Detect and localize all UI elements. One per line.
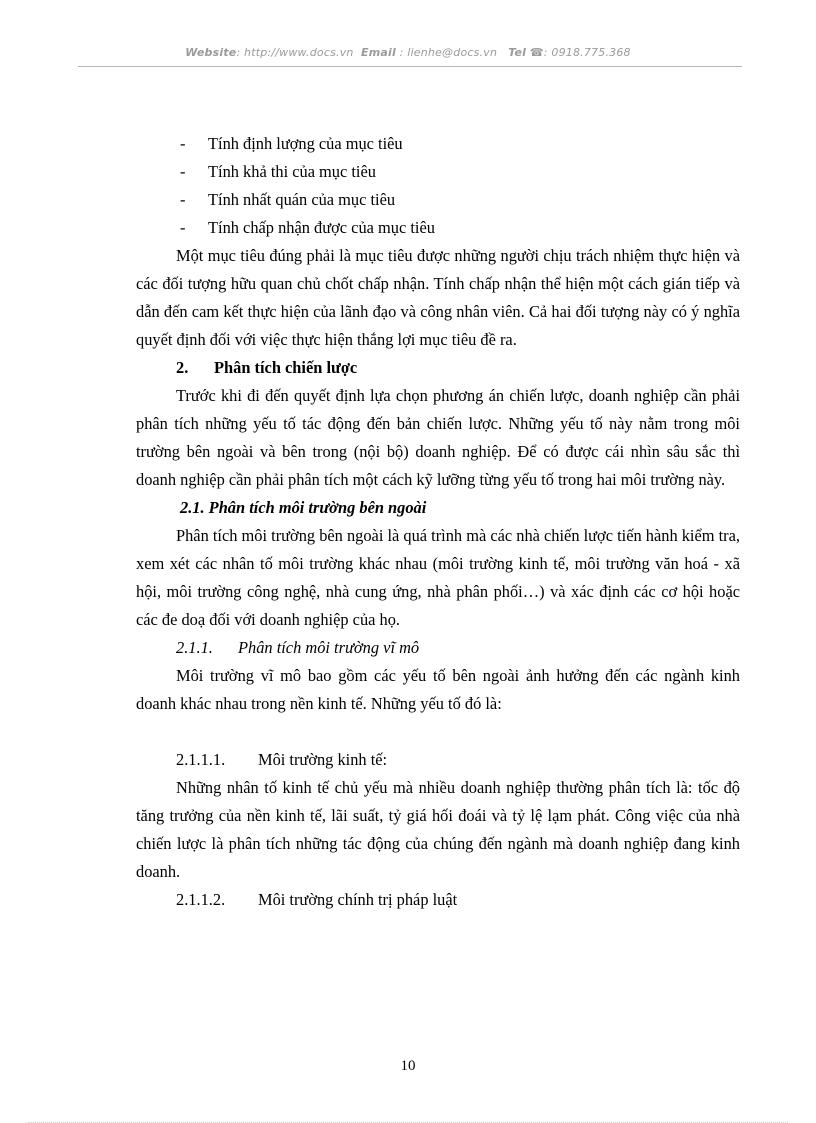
section-title: Phân tích chiến lược: [214, 358, 358, 377]
subsubsection-number: 2.1.1.: [176, 638, 213, 657]
website-label: Website: [185, 46, 237, 59]
page-number: 10: [400, 1058, 416, 1074]
item-title: Môi trường kinh tế:: [258, 750, 388, 769]
item-heading: [136, 746, 740, 774]
bullet-text: Tính chấp nhận được của mục tiêu: [208, 218, 435, 237]
bullet-text: Tính nhất quán của mục tiêu: [208, 190, 396, 209]
bullet-text: Tính khả thi của mục tiêu: [208, 162, 376, 181]
subsection-heading: 2.1. Phân tích môi trường bên ngoài: [180, 498, 427, 517]
bullet-text: Tính định lượng của mục tiêu: [208, 134, 403, 153]
tel-label: Tel: [508, 46, 527, 59]
bullet-item: [136, 158, 740, 186]
paragraph: Trước khi đi đến quyết định lựa chọn phương án chiến lược, doanh nghiệp cần phải phân tích những yếu tố tác động đến bản chiến lược. Những yếu tố này nằm trong môi trường bên ngoài và bên trong (nội bộ) doanh nghiệp. Để có được cái nhìn sâu sắc thì doanh nghiệp cần phải phân tích một cách kỹ lưỡng từng yếu tố trong hai môi trường này.: [136, 386, 740, 489]
bullet-item: [136, 130, 740, 158]
item-number: 2.1.1.1.: [176, 750, 226, 769]
bullet-marker: -: [180, 134, 186, 153]
paragraph: Một mục tiêu đúng phải là mục tiêu được những người chịu trách nhiệm thực hiện và các đối tượng hữu quan chủ chốt chấp nhận. Tính chấp nhận thể hiện một cách gián tiếp và dẫn đến cam kết thực hiện của lãnh đạo và công nhân viên. Cả hai đối tượng này có ý nghĩa quyết định đối với việc thực hiện thắng lợi mục tiêu đề ra.: [136, 246, 740, 349]
email-label: Email: [361, 46, 396, 59]
section-number: 2.: [176, 358, 189, 377]
paragraph: Môi trường vĩ mô bao gồm các yếu tố bên ngoài ảnh hưởng đến các ngành kinh doanh khác nhau trong nền kinh tế. Những yếu tố đó là:: [136, 666, 740, 713]
page-header: [0, 46, 816, 59]
tel-value: : 0918.775.368: [543, 46, 631, 59]
bullet-item: [136, 214, 740, 242]
spacer: [136, 718, 740, 746]
bullet-marker: -: [180, 162, 186, 181]
item-heading: [136, 886, 740, 914]
bullet-marker: -: [180, 218, 186, 237]
header-divider: [78, 66, 742, 67]
item-title: Môi trường chính trị pháp luật: [258, 890, 458, 909]
paragraph: Phân tích môi trường bên ngoài là quá trình mà các nhà chiến lược tiến hành kiểm tra, xem xét các nhân tố môi trường khác nhau (môi trường kinh tế, môi trường văn hoá - xã hội, môi trường công nghệ, nhà cung ứng, nhà phân phối…) và xác định các cơ hội hoặc các đe doạ đối với doanh nghiệp của họ.: [136, 526, 740, 629]
item-number: 2.1.1.2.: [176, 890, 226, 909]
paragraph: Những nhân tố kinh tế chủ yếu mà nhiều doanh nghiệp thường phân tích là: tốc độ tăng trưởng của nền kinh tế, lãi suất, tỷ giá hối đoái và tỷ lệ lạm phát. Công việc của nhà chiến lược là phân tích những tác động của chúng đến ngành mà doanh nghiệp đang kinh doanh.: [136, 778, 740, 881]
phone-icon: ☎: [529, 46, 544, 59]
website-value: : http://www.docs.vn: [236, 46, 354, 59]
document-body: [136, 130, 740, 914]
subsubsection-heading: [136, 634, 740, 662]
section-heading: [136, 354, 740, 382]
bullet-item: [136, 186, 740, 214]
bullet-marker: -: [180, 190, 186, 209]
subsubsection-title: Phân tích môi trường vĩ mô: [238, 638, 420, 657]
email-value: : lienhe@docs.vn: [395, 46, 498, 59]
